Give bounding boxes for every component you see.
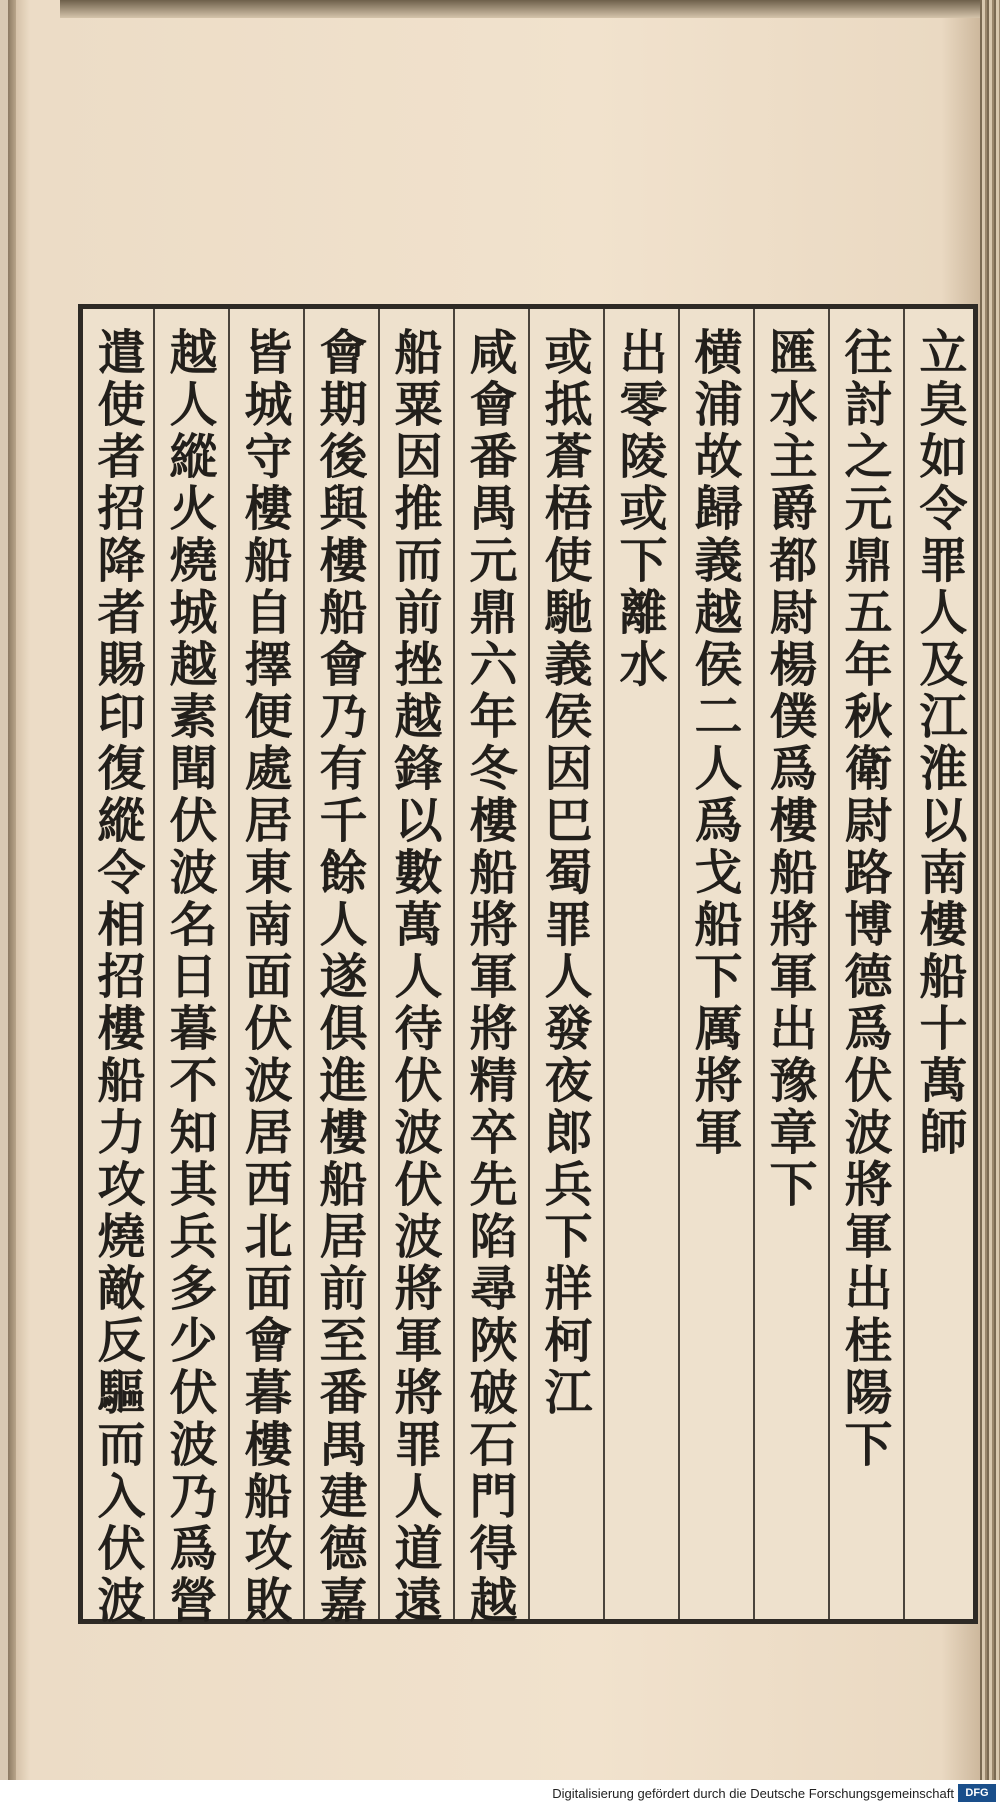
footer-bar <box>0 1780 1000 1807</box>
column-rule <box>528 309 530 1619</box>
text-column: 立㚖如令罪人及江淮以南樓船十萬師 <box>911 327 967 1159</box>
column-rule <box>378 309 380 1619</box>
column-rule <box>228 309 230 1619</box>
text-column: 越人縱火燒城越素聞伏波名日暮不知其兵多少伏波乃爲營 <box>161 327 217 1627</box>
page-spine <box>8 0 16 1780</box>
column-rule <box>603 309 605 1619</box>
text-column: 往討之元鼎五年秋衛尉路博德爲伏波將軍出桂陽下 <box>836 327 892 1471</box>
text-column: 或抵蒼梧使馳義侯因巴蜀罪人發夜郎兵下牂柯江 <box>536 327 592 1419</box>
column-rule <box>678 309 680 1619</box>
page-top-edge <box>60 0 980 18</box>
text-column: 皆城守樓船自擇便處居東南面伏波居西北面會暮樓船攻敗 <box>236 327 292 1627</box>
column-rule <box>753 309 755 1619</box>
text-column: 會期後與樓船會乃有千餘人遂俱進樓船居前至番禺建德嘉 <box>311 327 367 1627</box>
page-stack-edge <box>980 0 1000 1780</box>
text-column: 船粟因推而前挫越鋒以數萬人待伏波伏波將軍將罪人道遠 <box>386 327 442 1627</box>
dfg-logo-icon[interactable]: DFG <box>958 1784 996 1802</box>
text-column: 咸會番禺元鼎六年冬樓船將軍將精卒先陷尋陜破石門得越 <box>461 327 517 1627</box>
text-column: 出零陵或下離水 <box>611 327 667 691</box>
text-frame <box>78 304 978 1627</box>
column-rule <box>153 309 155 1619</box>
funding-credit: Digitalisierung gefördert durch die Deutsche Forschungsgemeinschaft <box>552 1786 954 1801</box>
text-column: 遣使者招降者賜印復縱令相招樓船力攻燒敵反驅而入伏波 <box>89 327 145 1627</box>
column-rule <box>453 309 455 1619</box>
column-rule <box>903 309 905 1619</box>
text-column: 横浦故歸義越侯二人爲戈船下厲將軍 <box>686 327 742 1159</box>
column-rule <box>303 309 305 1619</box>
text-column: 匯水主爵都尉楊僕爲樓船將軍出豫章下 <box>761 327 817 1211</box>
column-rule <box>828 309 830 1619</box>
